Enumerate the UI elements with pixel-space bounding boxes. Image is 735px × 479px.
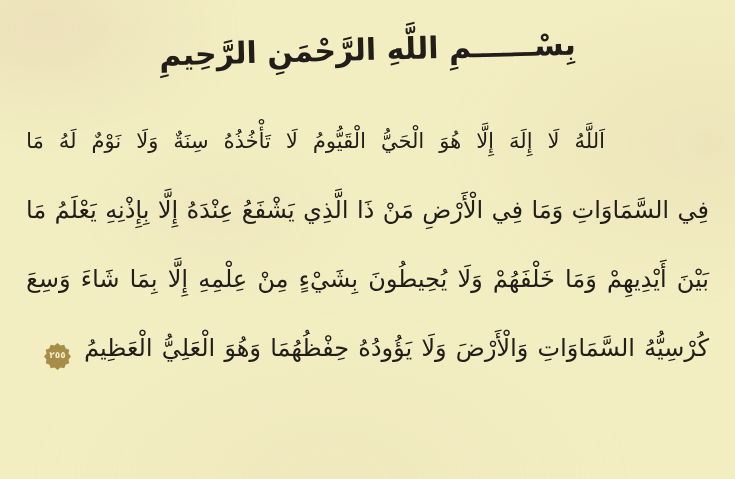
bismillah-calligraphy: بِسْــــــمِ اللَّهِ الرَّحْمَنِ الرَّحِيمِ: [158, 27, 577, 74]
verse-word: مَا: [26, 128, 44, 153]
verse-word: اَللَّهُ: [574, 128, 605, 153]
verse-word: إِلَهَ: [509, 128, 533, 153]
verse-word: أَيْدِيهِمْ: [606, 264, 667, 293]
ayat-al-kursi-text: [26, 106, 709, 382]
verse-line-4: [84, 313, 709, 382]
verse-word: الْأَرْضِ: [422, 195, 484, 224]
verse-word: مَا: [26, 195, 47, 224]
verse-line-3: [26, 244, 709, 313]
verse-word: شَاءَ: [80, 264, 120, 293]
verse-word: وَلَا: [457, 264, 483, 293]
verse-word: بِشَيْءٍ: [298, 264, 359, 293]
verse-word: وَمَا: [565, 264, 597, 293]
verse-word: عِنْدَهُ: [186, 195, 234, 224]
verse-word: بِإِذْنِهِ: [105, 195, 150, 224]
verse-word: نَوْمٌ: [91, 128, 122, 153]
verse-word: لَا: [285, 128, 298, 153]
verse-word: وَسِعَ: [26, 264, 71, 293]
verse-line-2: [26, 175, 709, 244]
verse-word: فِي: [491, 195, 524, 224]
verse-word: لَهُ: [58, 128, 77, 153]
verse-word: إِلَّا: [157, 195, 179, 224]
verse-word: سِنَةٌ: [173, 128, 209, 153]
verse-word: وَمَا: [531, 195, 564, 224]
verse-word: وَلَا: [421, 333, 447, 362]
verse-word: مِنْ: [257, 264, 289, 293]
verse-word: وَهُوَ: [224, 333, 262, 362]
verse-word: تَأْخُذُهُ: [223, 128, 271, 153]
verse-word: حِفْظُهُمَا: [270, 333, 350, 362]
verse-line-1: [26, 106, 605, 175]
verse-word: بِمَا: [129, 264, 158, 293]
verse-word: خَلْفَهُمْ: [492, 264, 555, 293]
verse-word: وَلَا: [136, 128, 159, 153]
verse-word: الْقَيُّومُ: [312, 128, 366, 153]
verse-word: يَعْلَمُ: [54, 195, 97, 224]
verse-word: هُوَ: [439, 128, 462, 153]
verse-word: عِلْمِهِ: [198, 264, 248, 293]
verse-word: بَيْنَ: [676, 264, 709, 293]
verse-word: الْعَظِيمُ: [84, 333, 153, 362]
verse-word: الْحَيُّ: [380, 128, 425, 153]
verse-number: ٢٥٥: [49, 351, 66, 361]
verse-word: إِلَّا: [167, 264, 189, 293]
verse-word: يُحِيطُونَ: [368, 264, 448, 293]
verse-word: كُرْسِيُّهُ: [644, 333, 709, 362]
verse-word: الْعَلِيُّ: [161, 333, 216, 362]
verse-word: السَّمَاوَاتِ: [537, 333, 635, 362]
verse-word: يَشْفَعُ: [241, 195, 295, 224]
verse-word: إِلَّا: [476, 128, 495, 153]
verse-end-marker: [44, 343, 71, 370]
verse-word: يَؤُودُهُ: [358, 333, 413, 362]
verse-word: وَالْأَرْضَ: [455, 333, 529, 362]
verse-word: الَّذِي: [303, 195, 349, 224]
verse-word: مَنْ: [382, 195, 414, 224]
verse-word: لَا: [547, 128, 560, 153]
verse-word: السَّمَاوَاتِ: [571, 195, 670, 224]
verse-word: فِي: [677, 195, 709, 224]
verse-word: ذَا: [356, 195, 375, 224]
